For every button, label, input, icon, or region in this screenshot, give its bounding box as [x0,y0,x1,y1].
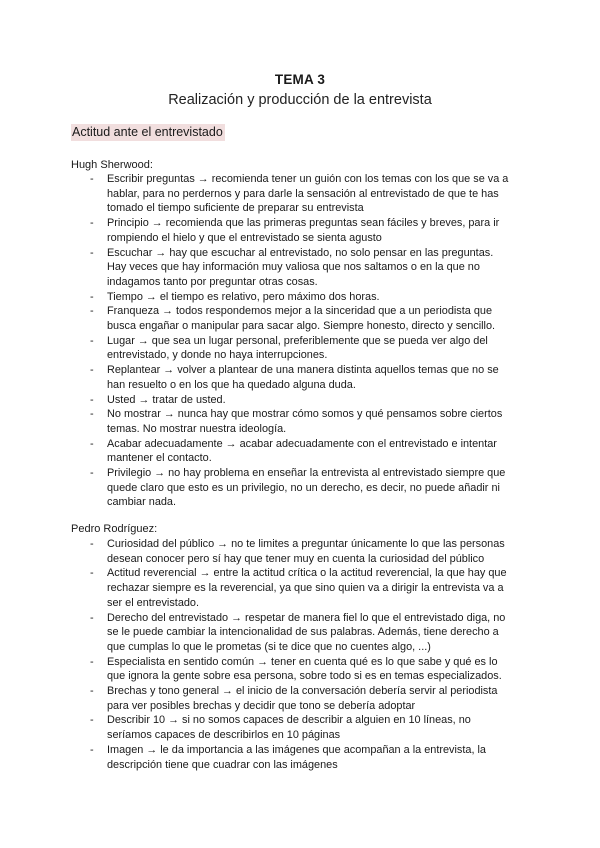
pedro-rodriguez-list [0,537,600,772]
list-item-text: Principio → recomienda que las primeras preguntas sean fáciles y breves, para ir rompiendo el hielo y que el entrevistado se sienta agusto [107,217,500,244]
bullet-dash-icon: - [90,685,94,698]
bullet-dash-icon: - [90,655,94,668]
list-item-text: Franqueza → todos respondemos mejor a la sinceridad que a un periodista que busca engañar o manipular para sacar algo. Siempre honesto, directo y sencillo. [107,305,496,333]
bullet-dash-icon: - [90,246,94,259]
document-subtitle: Realización y producción de la entrevista [168,92,432,108]
bullet-dash-icon: - [90,714,94,727]
list-item-text: Usted → tratar de usted. [107,393,226,406]
list-item-text: Lugar → que sea un lugar personal, preferiblemente que se pueda ver algo del entrevistado, y donde no haya interrupciones. [107,334,488,362]
list-item [0,466,600,510]
list-item [0,611,600,655]
list-item [0,743,600,772]
bullet-dash-icon: - [90,364,94,377]
bullet-dash-icon: - [90,538,94,550]
bullet-dash-icon: - [90,217,94,230]
list-item-text: Imagen → le da importancia a las imágenes que acompañan a la entrevista, la descripción tiene que cuadrar con las imágenes [107,743,486,771]
list-item [0,216,600,245]
bullet-dash-icon: - [90,743,94,756]
list-item-text: Escuchar → hay que escuchar al entrevistado, no solo pensar en las preguntas. Hay veces que hay información muy valiosa que nos saltamos o en la que no indagamos tanto por preguntar otras cosas. [107,246,494,288]
list-item [0,655,600,684]
bullet-dash-icon: - [90,567,94,580]
bullet-dash-icon: - [90,408,94,421]
list-item-text: Curiosidad del público → no te limites a preguntar únicamente lo que las personas desean conocer pero sí hay que tener muy en cuenta la curiosidad del público [107,538,505,565]
bullet-dash-icon: - [90,334,94,347]
list-item-text: Replantear → volver a plantear de una manera distinta aquellos temas que no se han resuelto o en los que ha quedado alguna duda. [107,364,499,391]
list-item [0,393,600,408]
list-item-text: Describir 10 → si no somos capaces de describir a alguien en 10 líneas, no seríamos capaces de describirlos en 10 páginas [107,714,471,742]
group-heading-pedro-rodriguez: Pedro Rodríguez: [71,523,158,535]
list-item-text: Derecho del entrevistado → respetar de manera fiel lo que el entrevistado diga, no se le puede cambiar la intencionalidad de sus palabras. Además, tiene derecho a que cumplas lo que le prometas (si te dice que no cuentes algo, ...) [107,611,506,653]
list-item-text: Brechas y tono general → el inicio de la conversación debería servir al periodista para ver posibles brechas y decidir que tono se debería adoptar [107,685,498,712]
list-item-text: Escribir preguntas → recomienda tener un guión con los temas con los que se va a hablar, para no perdernos y para darle la sensación al entrevistado de que te has tomado el tiempo suficiente de preparar su entrevista [107,173,509,215]
bullet-dash-icon: - [90,393,94,406]
list-item [0,537,600,566]
bullet-dash-icon: - [90,305,94,318]
list-item [0,363,600,392]
section-heading: Actitud ante el entrevistado [72,125,223,139]
bullet-dash-icon: - [90,611,94,624]
document-title: TEMA 3 [274,72,326,87]
list-item [0,437,600,466]
list-item-text: Acabar adecuadamente → acabar adecuadamente con el entrevistado e intentar mantener el contacto. [107,437,497,465]
list-item [0,684,600,713]
list-item-text: Actitud reverencial → entre la actitud crítica o la actitud reverencial, la que hay que rechazar siempre es la reverencial, ya que sino quien va a dirigir la entrevista va a ser el entrevistado. [107,567,507,609]
list-item [0,304,600,333]
bullet-dash-icon: - [90,173,94,185]
list-item [0,290,600,305]
list-item-text: Tiempo → el tiempo es relativo, pero máximo dos horas. [107,290,380,303]
group-heading-hugh-sherwood: Hugh Sherwood: [71,159,153,171]
list-item [0,407,600,436]
list-item [0,713,600,742]
list-item-text: No mostrar → nunca hay que mostrar cómo somos y qué pensamos sobre ciertos temas. No mostrar nuestra ideología. [107,408,503,435]
hugh-sherwood-list [0,172,600,510]
list-item [0,246,600,290]
list-item-text: Especialista en sentido común → tener en cuenta qué es lo que sabe y qué es lo que ignora la gente sobre esa persona, sobre todo si es en temas especializados. [107,655,502,683]
list-item [0,334,600,363]
bullet-dash-icon: - [90,290,94,303]
list-item [0,566,600,610]
list-item-text: Privilegio → no hay problema en enseñar la entrevista al entrevistado siempre que quede claro que esto es un privilegio, no un derecho, es decir, no puede añadir ni cambiar nada. [107,467,506,509]
list-item [0,172,600,216]
bullet-dash-icon: - [90,437,94,450]
bullet-dash-icon: - [90,467,94,480]
